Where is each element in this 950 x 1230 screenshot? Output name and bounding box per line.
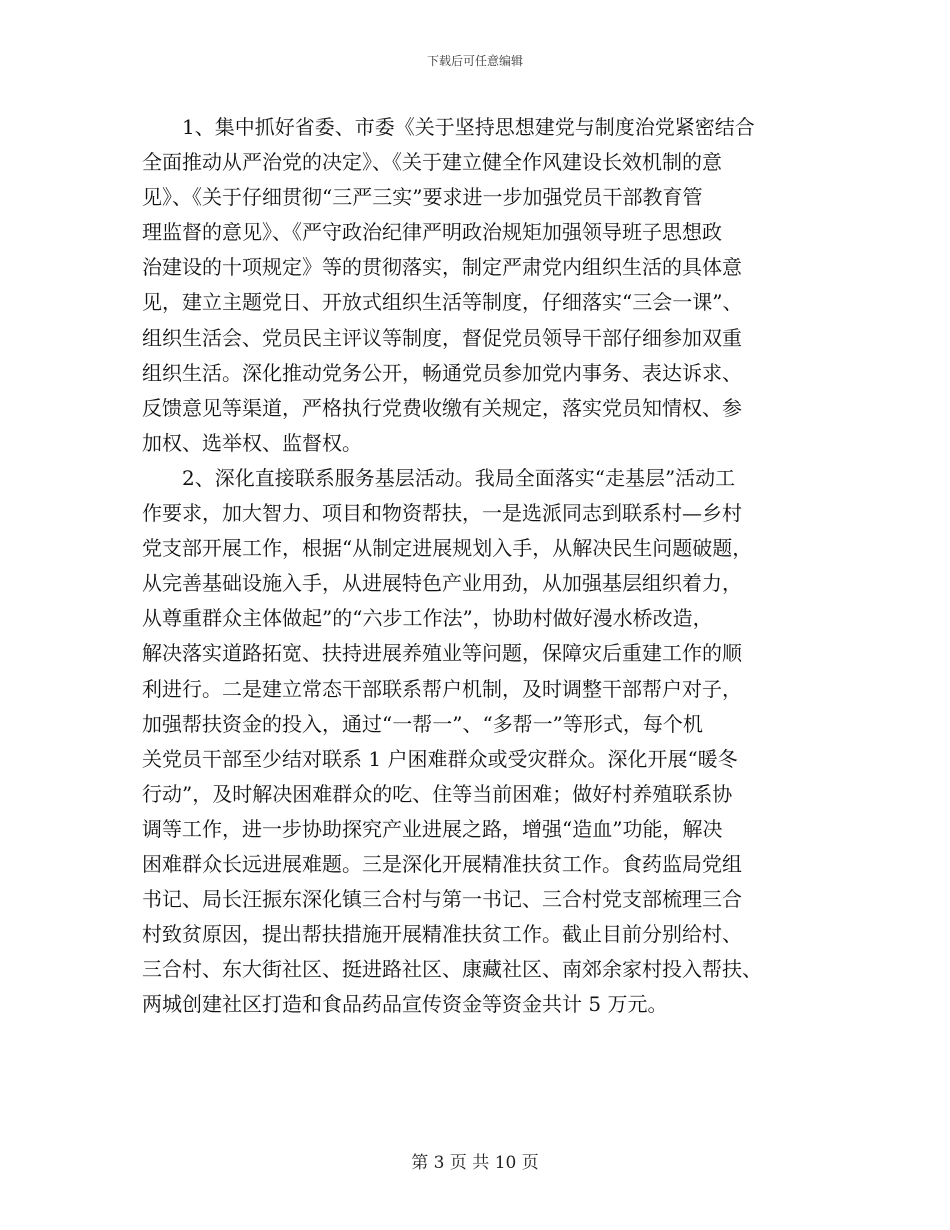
text-line: 解决落实道路拓宽、扶持进展养殖业等问题，保障灾后重建工作的顺 [142, 641, 742, 666]
text-line: 见》、《关于仔细贯彻“三严三实”要求进一步加强党员干部教育管 [142, 185, 703, 210]
text-line: 困难群众长远进展难题。三是深化开展精准扶贫工作。食药监局党组 [142, 851, 742, 876]
text-line: 组织生活。深化推动党务公开，畅通党员参加党内事务、表达诉求、 [142, 360, 742, 385]
text-line: 书记、局长汪振东深化镇三合村与第一书记、三合村党支部梳理三合 [142, 887, 742, 912]
text-line: 理监督的意见》、《严守政治纪律严明政治规矩加强领导班子思想政 [142, 220, 722, 245]
document-body [142, 110, 812, 1022]
text-line: 见，建立主题党日、开放式组织生活等制度，仔细落实“三会一课”、 [142, 290, 743, 315]
text-line: 村致贫原因，提出帮扶措施开展精准扶贫工作。截止目前分别给村、 [142, 922, 742, 947]
paragraph-2 [142, 461, 812, 1023]
text-line: 党支部开展工作，根据“从制定进展规划入手，从解决民生问题破题， [142, 536, 753, 561]
text-line: 反馈意见等渠道，严格执行党费收缴有关规定，落实党员知情权、参 [142, 395, 742, 420]
text-line: 关党员干部至少结对联系 1 户困难群众或受灾群众。深化开展“暖冬 [142, 746, 738, 771]
text-line: 全面推动从严治党的决定》、《关于建立健全作风建设长效机制的意 [142, 150, 722, 175]
page-number-footer: 第 3 页 共 10 页 [411, 1153, 539, 1173]
paragraph-1 [142, 110, 812, 461]
text-line: 2、深化直接联系服务基层活动。我局全面落实“走基层”活动工 [182, 465, 736, 490]
text-line: 组织生活会、党员民主评议等制度，督促党员领导干部仔细参加双重 [142, 325, 742, 350]
text-line: 1、集中抓好省委、市委《关于坚持思想建党与制度治党紧密结合 [182, 115, 755, 139]
text-line: 作要求，加大智力、项目和物资帮扶，一是选派同志到联系村—乡村 [142, 501, 742, 526]
text-line: 三合村、东大街社区、挺进路社区、康藏社区、南郊余家村投入帮扶、 [142, 957, 762, 982]
text-line: 加权、选举权、监督权。 [142, 430, 362, 455]
text-line: 调等工作，进一步协助探究产业进展之路，增强“造血”功能，解决 [142, 816, 723, 841]
text-line: 从尊重群众主体做起”的“六步工作法”，协助村做好漫水桥改造， [142, 606, 713, 631]
text-line: 两城创建社区打造和食品药品宣传资金等资金共计 5 万元。 [142, 992, 668, 1017]
text-line: 行动”，及时解决困难群众的吃、住等当前困难；做好村养殖联系协 [142, 781, 733, 806]
text-line: 治建设的十项规定》等的贯彻落实，制定严肃党内组织生活的具体意 [142, 255, 742, 280]
page-header: 下载后可任意编辑 [426, 54, 523, 68]
text-line: 从完善基础设施入手，从进展特色产业用劲，从加强基层组织着力， [142, 571, 742, 596]
text-line: 利进行。二是建立常态干部联系帮户机制，及时调整干部帮户对子， [142, 676, 742, 701]
text-line: 加强帮扶资金的投入，通过“一帮一”、“多帮一”等形式，每个机 [142, 711, 703, 736]
